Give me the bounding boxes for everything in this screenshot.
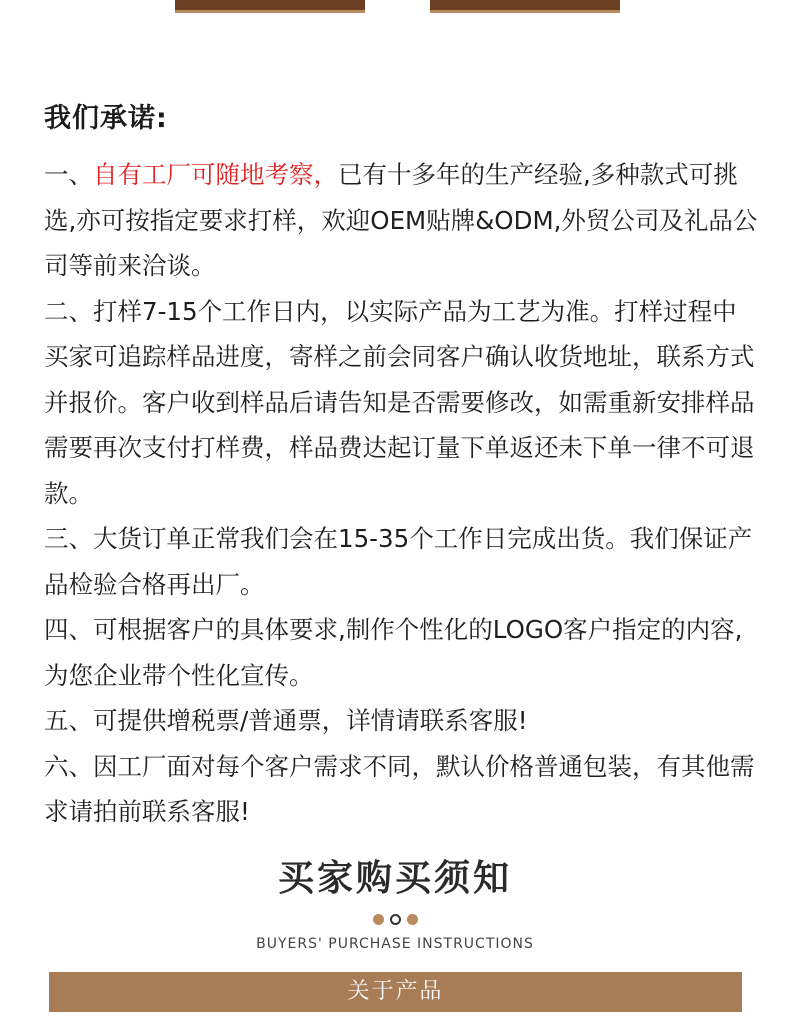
- dot-icon: [407, 914, 418, 925]
- promise-heading: 我们承诺:: [44, 103, 168, 134]
- dot-icon: [390, 914, 401, 925]
- promise-text: 大货订单正常我们会在15-35个工作日完成出货。我们保证产品检验合格再出厂。: [44, 524, 753, 599]
- promise-text: 已有十多年的生产经验,多种款式可挑选,亦可按指定要求打样，欢迎OEM贴牌&ODM,外贸公司及礼品公司等前来洽谈。: [44, 160, 758, 280]
- promise-highlight: 自有工厂可随地考察，: [93, 160, 338, 189]
- promise-item-2: [44, 289, 759, 517]
- promise-prefix: 一、: [44, 160, 93, 189]
- promise-prefix: 四、: [44, 615, 93, 644]
- promise-prefix: 六、: [44, 751, 93, 781]
- promise-item-3: [44, 516, 759, 607]
- promise-text: 打样7-15个工作日内，以实际产品为工艺为准。打样过程中买家可追踪样品进度，寄样之前会同客户确认收货地址，联系方式并报价。客户收到样品后请告知是否需要修改，如需重新安排样品需要再次支付打样费，样品费达起订量下单返还未下单一律不可退款。: [44, 296, 755, 508]
- top-frame-right: [430, 0, 620, 13]
- product-info-banner: 关于产品: [49, 972, 742, 1012]
- promise-prefix: 五、: [44, 706, 93, 735]
- dot-icon: [373, 914, 384, 925]
- promise-list: [44, 152, 759, 835]
- promise-text: 可提供增税票/普通票，详情请联系客服!: [93, 706, 528, 735]
- promise-item-1: [44, 152, 759, 289]
- decorative-dots: [0, 914, 790, 925]
- section-subtitle: BUYERS' PURCHASE INSTRUCTIONS: [256, 936, 534, 952]
- promise-item-5: [44, 698, 759, 744]
- promise-prefix: 二、: [44, 296, 93, 326]
- promise-item-6: [44, 744, 759, 835]
- promise-item-4: [44, 607, 759, 698]
- top-frame-left: [175, 0, 365, 13]
- promise-text: 因工厂面对每个客户需求不同，默认价格普通包装，有其他需求请拍前联系客服!: [44, 751, 755, 826]
- promise-prefix: 三、: [44, 524, 93, 553]
- promise-text: 可根据客户的具体要求,制作个性化的LOGO客户指定的内容,为您企业带个性化宣传。: [44, 615, 743, 690]
- section-title: 买家购买须知: [277, 858, 512, 899]
